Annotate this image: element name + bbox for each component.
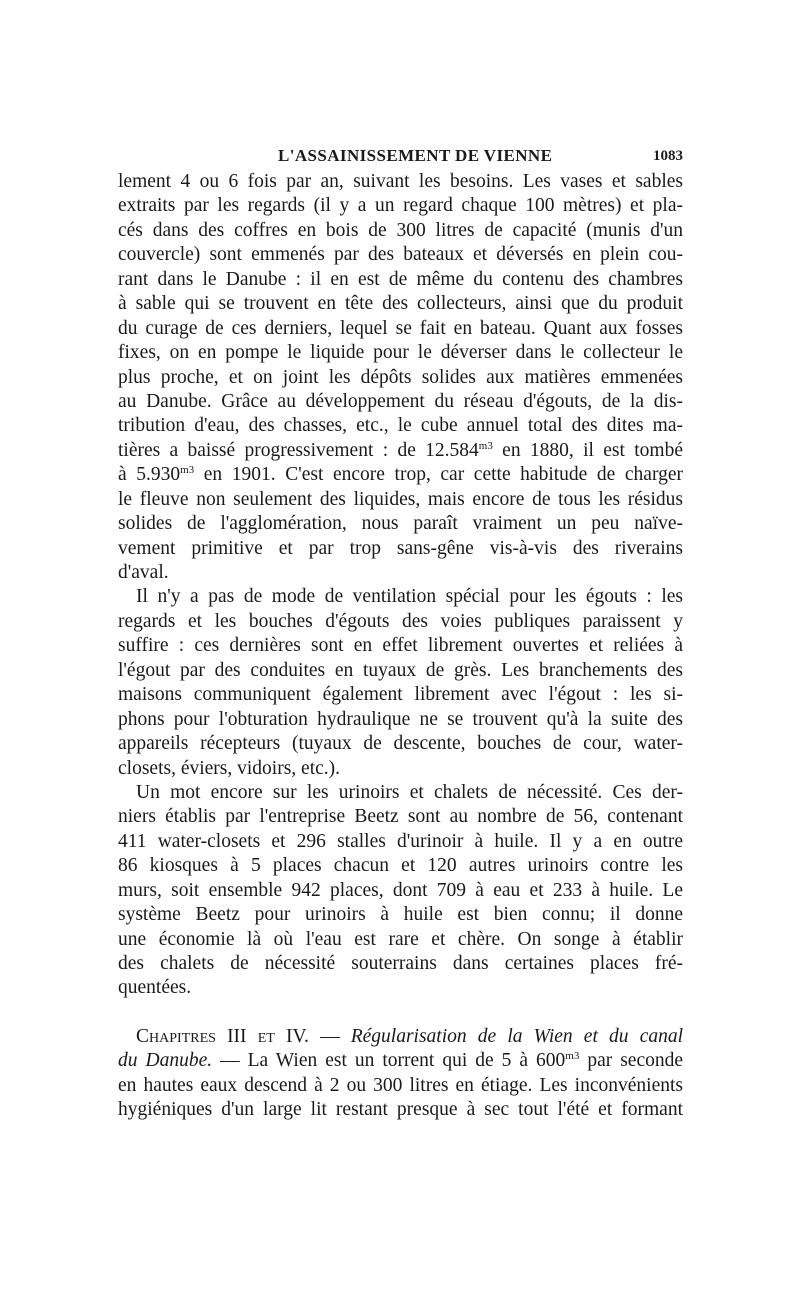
chapter-heading-line bbox=[118, 1025, 683, 1049]
text-segment: à 5.930 bbox=[118, 464, 181, 486]
text-segment: — La Wien est un torrent qui de 5 à 600 bbox=[212, 1050, 566, 1072]
page-number: 1083 bbox=[653, 148, 683, 164]
page-header bbox=[118, 140, 683, 170]
paragraph bbox=[118, 781, 683, 1001]
text-line: Il n'y a pas de mode de ventilation spécial pour les égouts : les bbox=[136, 586, 683, 608]
text-line: vement primitive et par trop sans-gêne vis-à-vis des riverains bbox=[118, 537, 683, 559]
text-line: phons pour l'obturation hydraulique ne se trouvent qu'à la suite des bbox=[118, 708, 683, 730]
unit-superscript: m3 bbox=[180, 464, 195, 477]
text-line: d'aval. bbox=[118, 562, 169, 583]
text-line: closets, éviers, vidoirs, etc.). bbox=[118, 757, 341, 779]
text-line: cés dans des coffres en bois de 300 litres de capacité (munis d'un bbox=[118, 219, 683, 241]
text-line bbox=[118, 463, 683, 487]
chapter-section bbox=[118, 1025, 683, 1123]
unit-superscript: m3 bbox=[478, 439, 493, 452]
text-line: une économie là où l'eau est rare et chère. On songe à établir bbox=[118, 928, 683, 950]
paragraph bbox=[118, 170, 683, 585]
text-line: système Beetz pour urinoirs à huile est bien connu; il donne bbox=[118, 904, 683, 926]
chapter-number: IV. bbox=[285, 1025, 309, 1047]
chapter-conjunction: et bbox=[257, 1025, 275, 1047]
unit-superscript: m3 bbox=[565, 1050, 580, 1063]
text-line: rant dans le Danube : il en est de même du contenu des chambres bbox=[118, 268, 683, 290]
text-line: lement 4 ou 6 fois par an, suivant les besoins. Les vases et sables bbox=[118, 171, 683, 192]
text-segment: en 1880, il est tombé bbox=[492, 439, 683, 461]
text-line: tribution d'eau, des chasses, etc., le cube annuel total des dites ma- bbox=[118, 415, 683, 437]
text-line: plus proche, et on joint les dépôts solides aux matières emmenées bbox=[118, 366, 683, 388]
text-line: fixes, on en pompe le liquide pour le déverser dans le collecteur le bbox=[118, 342, 683, 364]
text-line: maisons communiquent également librement avec l'égout : les si- bbox=[118, 684, 683, 706]
text-line: hygiéniques d'un large lit restant presque à sec tout l'été et formant bbox=[118, 1099, 683, 1121]
text-line: quentées. bbox=[118, 977, 192, 999]
chapter-label: Chapitres bbox=[136, 1025, 216, 1047]
section-gap bbox=[118, 1001, 683, 1025]
text-line: murs, soit ensemble 942 places, dont 709 à eau et 233 à huile. Le bbox=[118, 879, 683, 901]
text-line: du curage de ces derniers, lequel se fait en bateau. Quant aux fosses bbox=[118, 317, 683, 339]
text-line: en hautes eaux descend à 2 ou 300 litres en étiage. Les inconvénients bbox=[118, 1074, 683, 1096]
text-line: le fleuve non seulement des liquides, mais encore de tous les résidus bbox=[118, 488, 683, 510]
text-line: des chalets de nécessité souterrains dans certaines places fré- bbox=[118, 953, 683, 974]
text-line: à sable qui se trouvent en tête des collecteurs, ainsi que du produit bbox=[118, 293, 683, 315]
text-line: extraits par les regards (il y a un regard chaque 100 mètres) et pla- bbox=[118, 195, 683, 217]
text-line: solides de l'agglomération, nous paraît vraiment un peu naïve- bbox=[118, 513, 683, 535]
body-text bbox=[118, 170, 683, 1123]
text-line: suffire : ces dernières sont en effet librement ouvertes et reliées à bbox=[118, 635, 683, 657]
text-line: couvercle) sont emmenés par des bateaux et déversés en plein cou- bbox=[118, 244, 683, 266]
paragraph bbox=[118, 585, 683, 781]
text-line bbox=[118, 1049, 683, 1073]
chapter-number: III bbox=[227, 1025, 247, 1047]
text-segment: par seconde bbox=[579, 1050, 683, 1072]
text-segment: en 1901. C'est encore trop, car cette habitude de charger bbox=[194, 464, 683, 486]
text-line: niers établis par l'entreprise Beetz sont au nombre de 56, contenant bbox=[118, 806, 683, 828]
text-line: 411 water-closets et 296 stalles d'urinoir à huile. Il y a en outre bbox=[118, 830, 683, 852]
text-line: l'égout par des conduites en tuyaux de grès. Les branchements des bbox=[118, 659, 683, 681]
text-line: regards et les bouches d'égouts des voies publiques paraissent y bbox=[118, 610, 683, 632]
chapter-dash: — bbox=[320, 1025, 340, 1047]
text-line bbox=[118, 439, 683, 463]
text-line: appareils récepteurs (tuyaux de descente, bouches de cour, water- bbox=[118, 733, 683, 755]
chapter-title: du Danube. bbox=[118, 1050, 213, 1072]
text-line: 86 kiosques à 5 places chacun et 120 autres urinoirs contre les bbox=[118, 855, 683, 877]
text-line: au Danube. Grâce au développement du réseau d'égouts, de la dis- bbox=[118, 390, 683, 412]
running-title: L'ASSAINISSEMENT DE VIENNE bbox=[278, 146, 553, 165]
text-line: Un mot encore sur les urinoirs et chalets de nécessité. Ces der- bbox=[136, 781, 683, 803]
text-segment: tières a baissé progressivement : de 12.584 bbox=[118, 439, 479, 461]
chapter-title: Régularisation de la Wien et du canal bbox=[350, 1025, 683, 1047]
